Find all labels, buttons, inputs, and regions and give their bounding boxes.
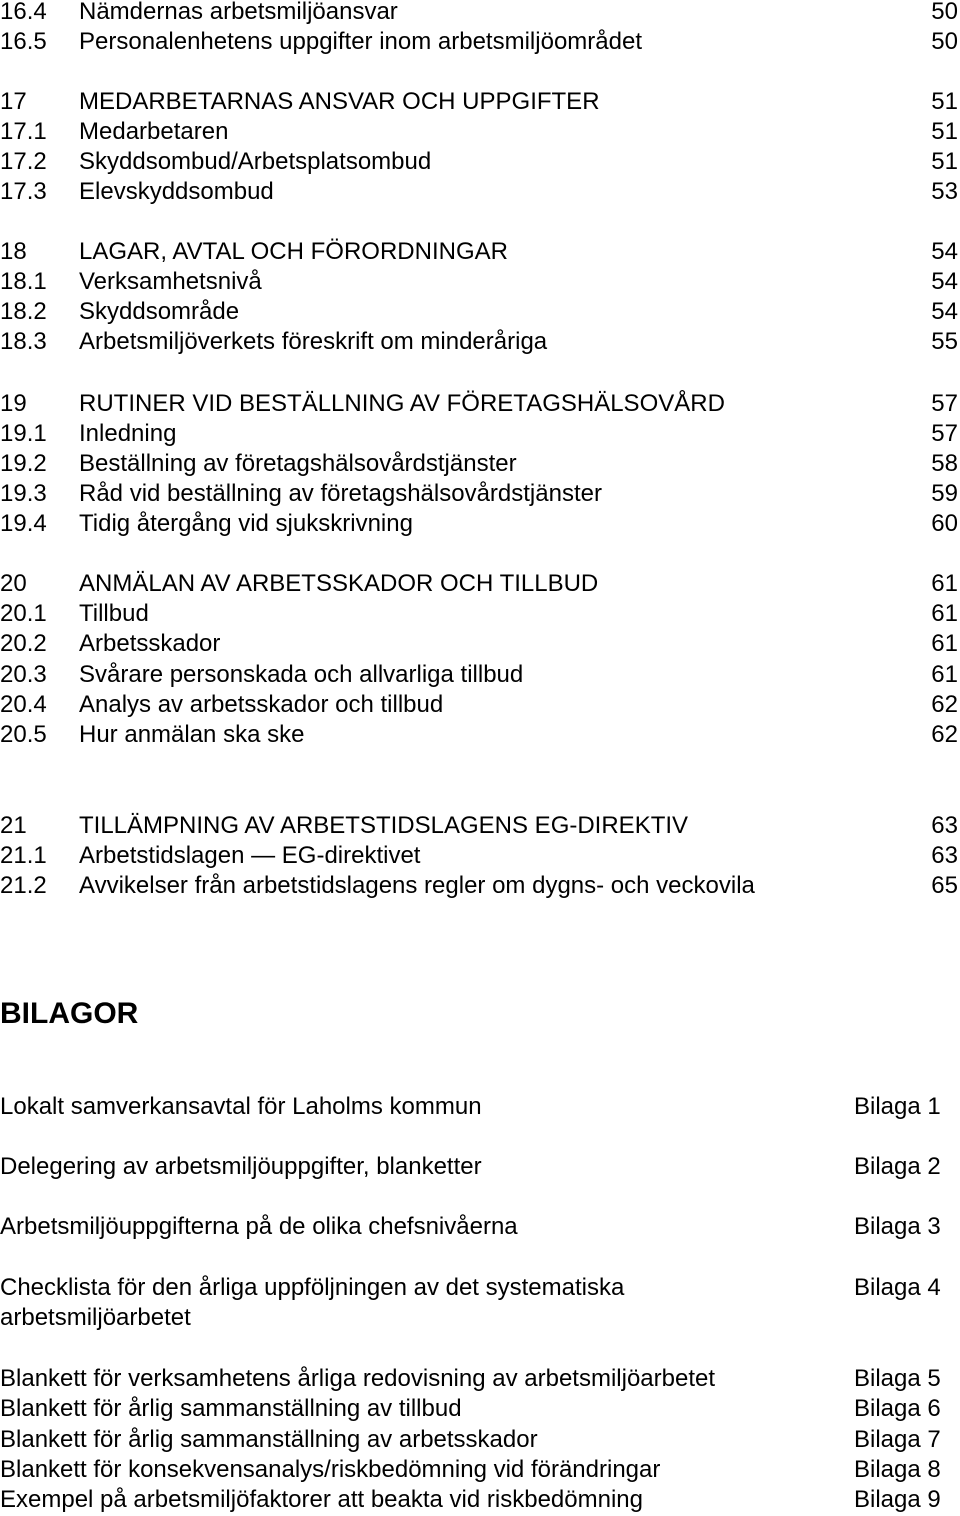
toc-title: Tidig återgång vid sjukskrivning [79, 510, 413, 537]
toc-title: ANMÄLAN AV ARBETSSKADOR OCH TILLBUD [79, 570, 599, 597]
toc-page-number: 50 [931, 0, 958, 25]
toc-page-number: 61 [931, 570, 958, 597]
toc-page-number: 50 [931, 28, 958, 55]
toc-page-number: 51 [931, 88, 958, 115]
toc-title: Personalenhetens uppgifter inom arbetsmiljöområdet [79, 28, 642, 55]
toc-entry[interactable] [0, 267, 960, 297]
toc-page-number: 62 [931, 691, 958, 718]
toc-entry[interactable] [0, 147, 960, 177]
toc-entry[interactable] [0, 871, 960, 901]
appendix-title: Delegering av arbetsmiljöuppgifter, blanketter [0, 1153, 482, 1180]
toc-number: 19.4 [0, 510, 47, 537]
toc-entry[interactable] [0, 27, 960, 57]
toc-chapter-entry[interactable] [0, 87, 960, 117]
toc-number: 16.5 [0, 28, 47, 55]
toc-entry[interactable] [0, 841, 960, 871]
toc-title: Inledning [79, 420, 177, 447]
toc-page-number: 51 [931, 148, 958, 175]
toc-title: Råd vid beställning av företagshälsovårdstjänster [79, 480, 602, 507]
appendix-ref: Bilaga 9 [854, 1486, 941, 1513]
toc-page-number: 61 [931, 661, 958, 688]
toc-number: 20.2 [0, 630, 47, 657]
toc-entry[interactable] [0, 177, 960, 207]
appendix-ref: Bilaga 7 [854, 1426, 941, 1453]
toc-number: 19 [0, 390, 27, 417]
toc-number: 21.2 [0, 872, 47, 899]
toc-page-number: 61 [931, 630, 958, 657]
appendix-ref: Bilaga 1 [854, 1093, 941, 1120]
toc-number: 20.3 [0, 661, 47, 688]
toc-title: Elevskyddsombud [79, 178, 274, 205]
toc-chapter-entry[interactable] [0, 569, 960, 599]
toc-number: 21.1 [0, 842, 47, 869]
appendix-ref: Bilaga 2 [854, 1153, 941, 1180]
toc-page-number: 54 [931, 238, 958, 265]
toc-chapter-entry[interactable] [0, 237, 960, 267]
toc-entry[interactable] [0, 419, 960, 449]
toc-title: Skyddsombud/Arbetsplatsombud [79, 148, 432, 175]
toc-entry[interactable] [0, 629, 960, 659]
toc-title: Svårare personskada och allvarliga tillbud [79, 661, 524, 688]
toc-page-number: 57 [931, 420, 958, 447]
toc-number: 20 [0, 570, 27, 597]
appendix-ref: Bilaga 4 [854, 1274, 941, 1301]
toc-entry[interactable] [0, 479, 960, 509]
appendix-title: Blankett för verksamhetens årliga redovisning av arbetsmiljöarbetet [0, 1365, 716, 1392]
appendix-ref: Bilaga 8 [854, 1456, 941, 1483]
appendix-title: Blankett för årlig sammanställning av tillbud [0, 1395, 462, 1422]
toc-page-number: 57 [931, 390, 958, 417]
toc-entry[interactable] [0, 0, 960, 27]
toc-entry[interactable] [0, 117, 960, 147]
toc-number: 18.1 [0, 268, 47, 295]
toc-number: 19.2 [0, 450, 47, 477]
bilagor-heading: BILAGOR [0, 997, 139, 1030]
toc-number: 16.4 [0, 0, 47, 25]
toc-number: 17.2 [0, 148, 47, 175]
toc-title: TILLÄMPNING AV ARBETSTIDSLAGENS EG-DIREKTIV [79, 812, 689, 839]
appendix-title: Lokalt samverkansavtal för Laholms kommun [0, 1093, 482, 1120]
toc-chapter-entry[interactable] [0, 811, 960, 841]
toc-title: Avvikelser från arbetstidslagens regler om dygns- och veckovila [79, 872, 755, 899]
toc-entry[interactable] [0, 297, 960, 327]
toc-title: Hur anmälan ska ske [79, 721, 305, 748]
toc-entry[interactable] [0, 690, 960, 720]
toc-page-number: 54 [931, 268, 958, 295]
toc-title: Beställning av företagshälsovårdstjänster [79, 450, 517, 477]
toc-page-number: 53 [931, 178, 958, 205]
toc-number: 20.5 [0, 721, 47, 748]
toc-number: 21 [0, 812, 27, 839]
toc-title: Arbetsskador [79, 630, 221, 657]
toc-number: 20.1 [0, 600, 47, 627]
toc-number: 19.3 [0, 480, 47, 507]
toc-number: 19.1 [0, 420, 47, 447]
toc-page-number: 58 [931, 450, 958, 477]
appendix-ref: Bilaga 5 [854, 1365, 941, 1392]
toc-number: 17 [0, 88, 27, 115]
toc-title: Verksamhetsnivå [79, 268, 262, 295]
toc-title: LAGAR, AVTAL OCH FÖRORDNINGAR [79, 238, 508, 265]
toc-page-number: 63 [931, 812, 958, 839]
appendix-ref: Bilaga 3 [854, 1213, 941, 1240]
toc-chapter-entry[interactable] [0, 389, 960, 419]
toc-page-number: 65 [931, 872, 958, 899]
appendix-title: Exempel på arbetsmiljöfaktorer att beakta vid riskbedömning [0, 1486, 643, 1513]
toc-page-number: 51 [931, 118, 958, 145]
toc-title: Arbetstidslagen — EG-direktivet [79, 842, 421, 869]
toc-title: Analys av arbetsskador och tillbud [79, 691, 444, 718]
toc-title: Nämdernas arbetsmiljöansvar [79, 0, 398, 25]
appendix-title: Checklista för den årliga uppföljningen av det systematiska arbetsmiljöarbetet [0, 1274, 625, 1331]
toc-page-number: 54 [931, 298, 958, 325]
toc-number: 18.3 [0, 328, 47, 355]
toc-number: 17.3 [0, 178, 47, 205]
toc-entry[interactable] [0, 327, 960, 357]
toc-entry[interactable] [0, 599, 960, 629]
toc-title: Arbetsmiljöverkets föreskrift om minderåriga [79, 328, 548, 355]
toc-number: 17.1 [0, 118, 47, 145]
toc-entry[interactable] [0, 660, 960, 690]
appendix-title: Blankett för konsekvensanalys/riskbedömning vid förändringar [0, 1456, 661, 1483]
appendix-title: Arbetsmiljöuppgifterna på de olika chefsnivåerna [0, 1213, 518, 1240]
toc-page-number: 62 [931, 721, 958, 748]
toc-page-number: 59 [931, 480, 958, 507]
toc-entry[interactable] [0, 509, 960, 539]
toc-entry[interactable] [0, 720, 960, 750]
toc-number: 20.4 [0, 691, 47, 718]
toc-page-number: 55 [931, 328, 958, 355]
toc-page-number: 63 [931, 842, 958, 869]
toc-number: 18 [0, 238, 27, 265]
toc-page-number: 61 [931, 600, 958, 627]
toc-title: Medarbetaren [79, 118, 229, 145]
toc-entry[interactable] [0, 449, 960, 479]
toc-title: Tillbud [79, 600, 149, 627]
toc-page-number: 60 [931, 510, 958, 537]
toc-title: Skyddsområde [79, 298, 240, 325]
toc-number: 18.2 [0, 298, 47, 325]
appendix-title: Blankett för årlig sammanställning av arbetsskador [0, 1426, 538, 1453]
appendix-ref: Bilaga 6 [854, 1395, 941, 1422]
toc-title: MEDARBETARNAS ANSVAR OCH UPPGIFTER [79, 88, 600, 115]
toc-title: RUTINER VID BESTÄLLNING AV FÖRETAGSHÄLSOVÅRD [79, 390, 725, 417]
